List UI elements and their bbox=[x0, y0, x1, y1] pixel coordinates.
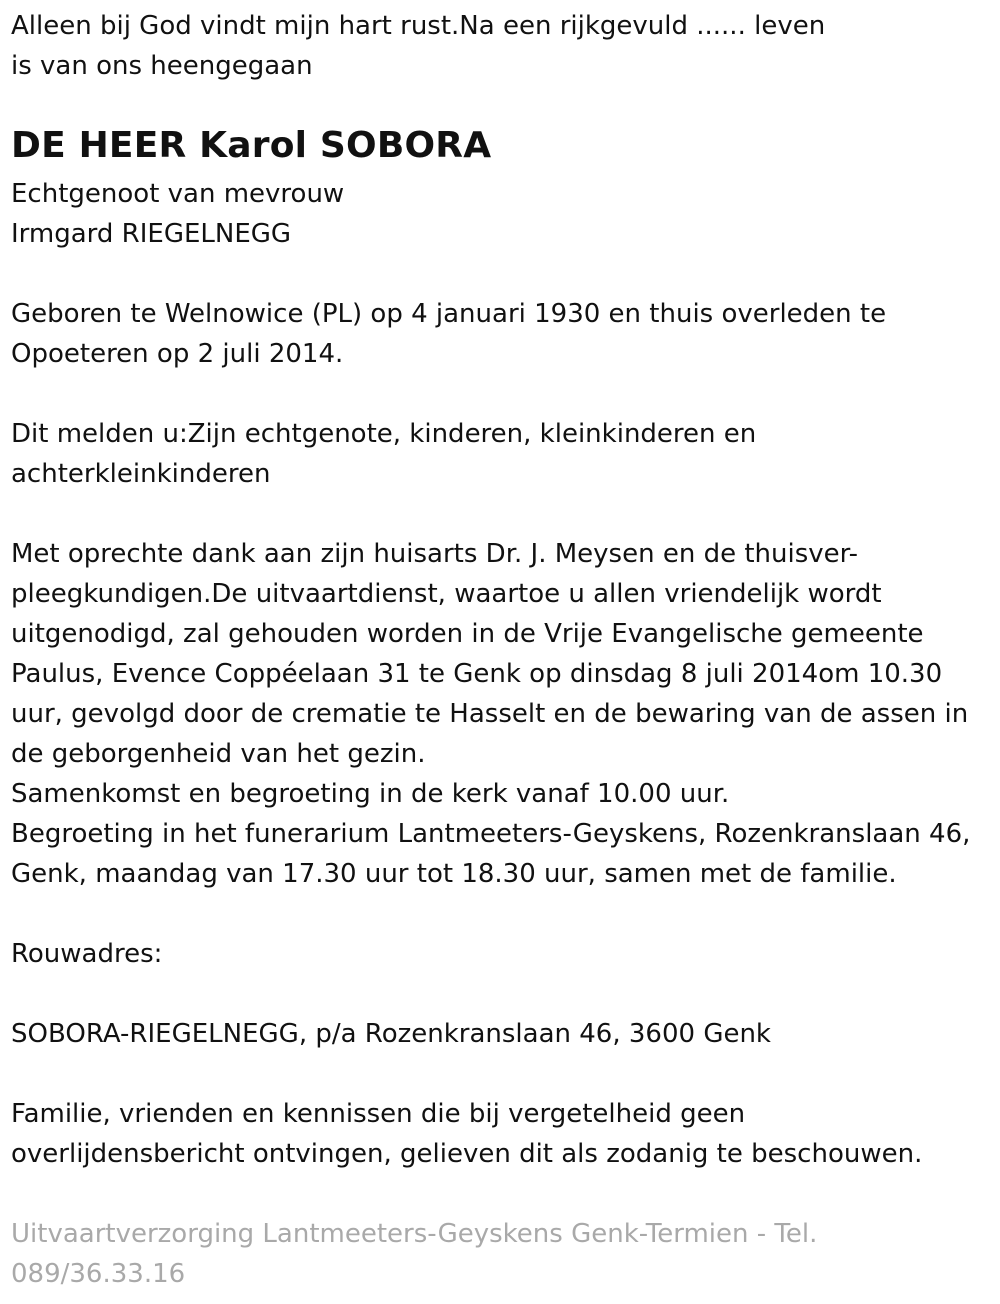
address-text: SOBORA-RIEGELNEGG, p/a Rozenkranslaan 46, 3600 Genk bbox=[11, 1019, 771, 1049]
funeral-home-footer: Uitvaartverzorging Lantmeeters-Geyskens Genk-Termien - Tel. 089/36.33.16 bbox=[11, 1219, 818, 1289]
closing-text: Familie, vrienden en kennissen die bij vergetelheid geen overlijdensbericht ontvingen, gelieven dit als zodanig te beschouwen. bbox=[11, 1099, 923, 1169]
intro-text: Alleen bij God vindt mijn hart rust.Na een rijkgevuld ...... leven is van ons heengegaan bbox=[11, 11, 826, 81]
deceased-name: DE HEER Karol SOBORA bbox=[11, 125, 492, 166]
announcement-text: Dit melden u:Zijn echtgenote, kinderen, kleinkinderen en achterkleinkinderen bbox=[11, 419, 757, 489]
service-text: Met oprechte dank aan zijn huisarts Dr. J. Meysen en de thuisver- pleegkundigen.De uitvaartdienst, waartoe u allen vriendelijk wordt uitgenodigd, zal gehouden worden in de Vrije Evangelische gemeente Paulus, Evence Coppéelaan 31 te Genk op dinsdag 8 juli 2014om 10.30 uur, gevolgd door de crematie te Hasselt en de bewaring van de assen in de geborgenheid van het gezin. Samenkomst en begroeting in de kerk vanaf 10.00 uur. Begroeting in het funerarium Lantmeeters-Geyskens, Rozenkranslaan 46, Genk, maandag van 17.30 uur tot 18.30 uur, samen met de familie. bbox=[11, 539, 971, 889]
address-label: Rouwadres: bbox=[11, 939, 163, 969]
spouse-text: Echtgenoot van mevrouw Irmgard RIEGELNEGG bbox=[11, 179, 345, 249]
birth-death-text: Geboren te Welnowice (PL) op 4 januari 1930 en thuis overleden te Opoeteren op 2 juli 2014. bbox=[11, 299, 887, 369]
